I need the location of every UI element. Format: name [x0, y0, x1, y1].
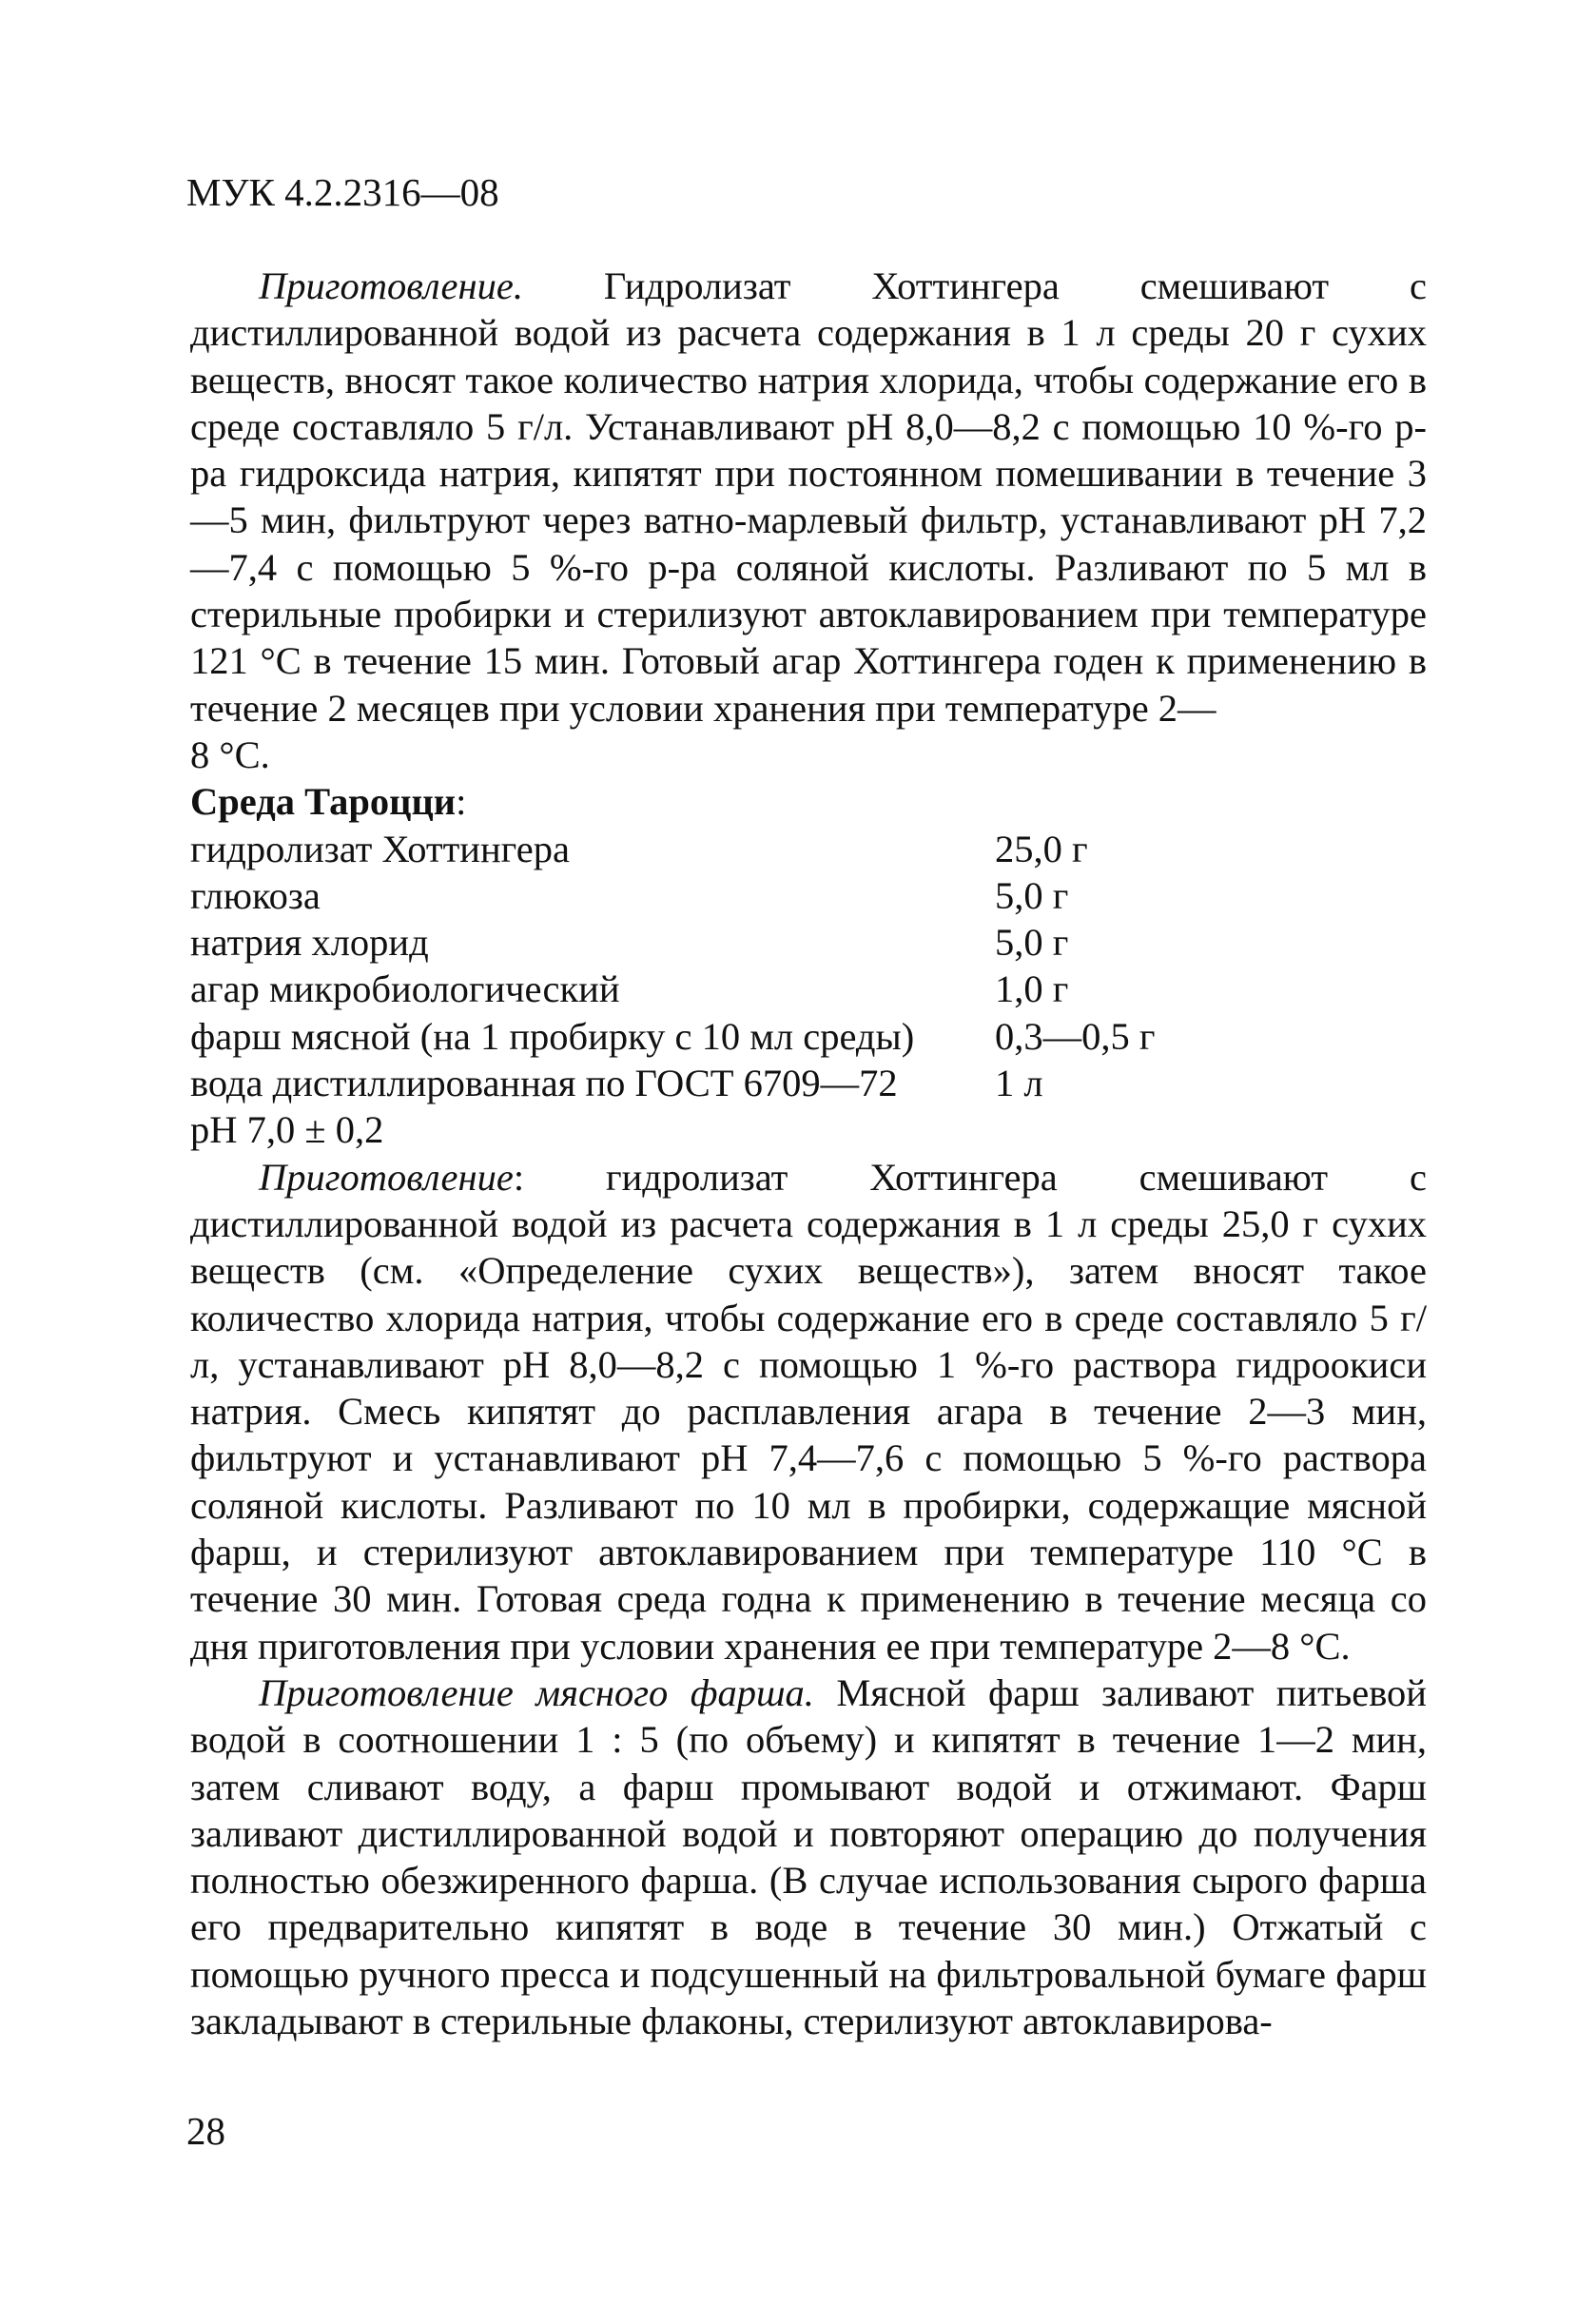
paragraph-hottinger-agar-preparation [190, 263, 1427, 732]
section-title-suffix: : [456, 780, 467, 824]
ingredient-name: глюкоза [190, 873, 321, 917]
ingredient-row [190, 919, 1427, 966]
ingredient-row [190, 826, 1427, 872]
ingredient-amount: 25,0 г [995, 827, 1088, 870]
paragraph-text: : гидролизат Хоттингера смешивают с дистиллированной водой из расчета содержания в 1 л среды 25,0 г сухих веществ (см. «Определение сухих веществ»), затем вносят такое количество хлорида натрия, чтобы содержание его в среде составляло 5 г/л, устанавливают рН 8,0—8,2 с помощью 1 %-го раствора гидроокиси натрия. Смесь кипятят до расплавления агара в течение 2—3 мин, фильтруют и устанавливают рН 7,4—7,6 с помощью 5 %-го раствора соляной кислоты. Разливают по 10 мл в пробирки, содержащие мясной фарш, и стерилизуют автоклавированием при температуре 110 °С в течение 30 мин. Готовая среда годна к применению в течение месяца со дня приготовления при условии хранения ее при температуре 2—8 °С. [190, 1155, 1427, 1668]
page-number: 28 [186, 2109, 225, 2153]
ph-value: рН 7,0 ± 0,2 [190, 1108, 384, 1152]
paragraph-lead: Приготовление [259, 1155, 514, 1199]
ingredient-name: агар микробиологический [190, 967, 620, 1011]
ingredient-amount: 0,3—0,5 г [995, 1014, 1156, 1058]
section-title-tarozzi [190, 778, 1427, 825]
section-title-text: Среда Тароцци [190, 780, 457, 824]
paragraph-lead: Приготовление мясного фарша. [259, 1670, 814, 1714]
ingredient-amount: 5,0 г [995, 921, 1069, 965]
page-body [190, 263, 1427, 2044]
paragraph-tail: 8 °С. [190, 732, 270, 776]
paragraph-minced-meat-preparation [190, 1669, 1427, 2044]
ingredient-amount: 5,0 г [995, 873, 1069, 917]
ingredient-row [190, 872, 1427, 919]
ingredient-name: натрия хлорид [190, 921, 429, 965]
paragraph-text: Мясной фарш заливают питьевой водой в соотношении 1 : 5 (по объему) и кипятят в течение 1—2 мин, затем сливают воду, а фарш промывают водой и отжимают. Фарш заливают дистиллированной водой и повторяют операцию до получения полностью обезжиренного фарша. (В случае использования сырого фарша его предварительно кипятят в воде в течение 30 мин.) Отжатый с помощью ручного пресса и подсушенный на фильтровальной бумаге фарш закладывают в стерильные флаконы, стерилизуют автоклавирова- [190, 1670, 1427, 2042]
ingredient-row [190, 966, 1427, 1012]
ingredient-amount: 1 л [995, 1062, 1043, 1105]
paragraph-tarozzi-preparation [190, 1154, 1427, 1669]
ingredient-row [190, 1013, 1427, 1060]
ingredient-name: фарш мясной (на 1 пробирку с 10 мл среды) [190, 1014, 915, 1058]
ingredient-name: гидролизат Хоттингера [190, 827, 570, 870]
tarozzi-ingredient-list [190, 826, 1427, 1107]
ingredient-name: вода дистиллированная по ГОСТ 6709—72 [190, 1062, 898, 1105]
paragraph-lead: Приготовление. [259, 264, 523, 307]
document-code: МУК 4.2.2316—08 [186, 170, 499, 214]
ingredient-amount: 1,0 г [995, 967, 1069, 1011]
ingredient-row [190, 1060, 1427, 1106]
paragraph-text: Гидролизат Хоттингера смешивают с дистиллированной водой из расчета содержания в 1 л среды 20 г сухих веществ, вносят такое количество натрия хлорида, чтобы содержание его в среде составляло 5 г/л. Устанавливают рН 8,0—8,2 с помощью 10 %-го р-ра гидроксида натрия, кипятят при постоянном помешивании в течение 3—5 мин, фильтруют через ватно-марлевый фильтр, устанавливают рН 7,2—7,4 с помощью 5 %-го р-ра соляной кислоты. Разливают по 5 мл в стерильные пробирки и стерилизуют автоклавированием при температуре 121 °С в течение 15 мин. Готовый агар Хоттингера годен к применению в течение 2 месяцев при условии хранения при температуре 2— [190, 264, 1427, 730]
